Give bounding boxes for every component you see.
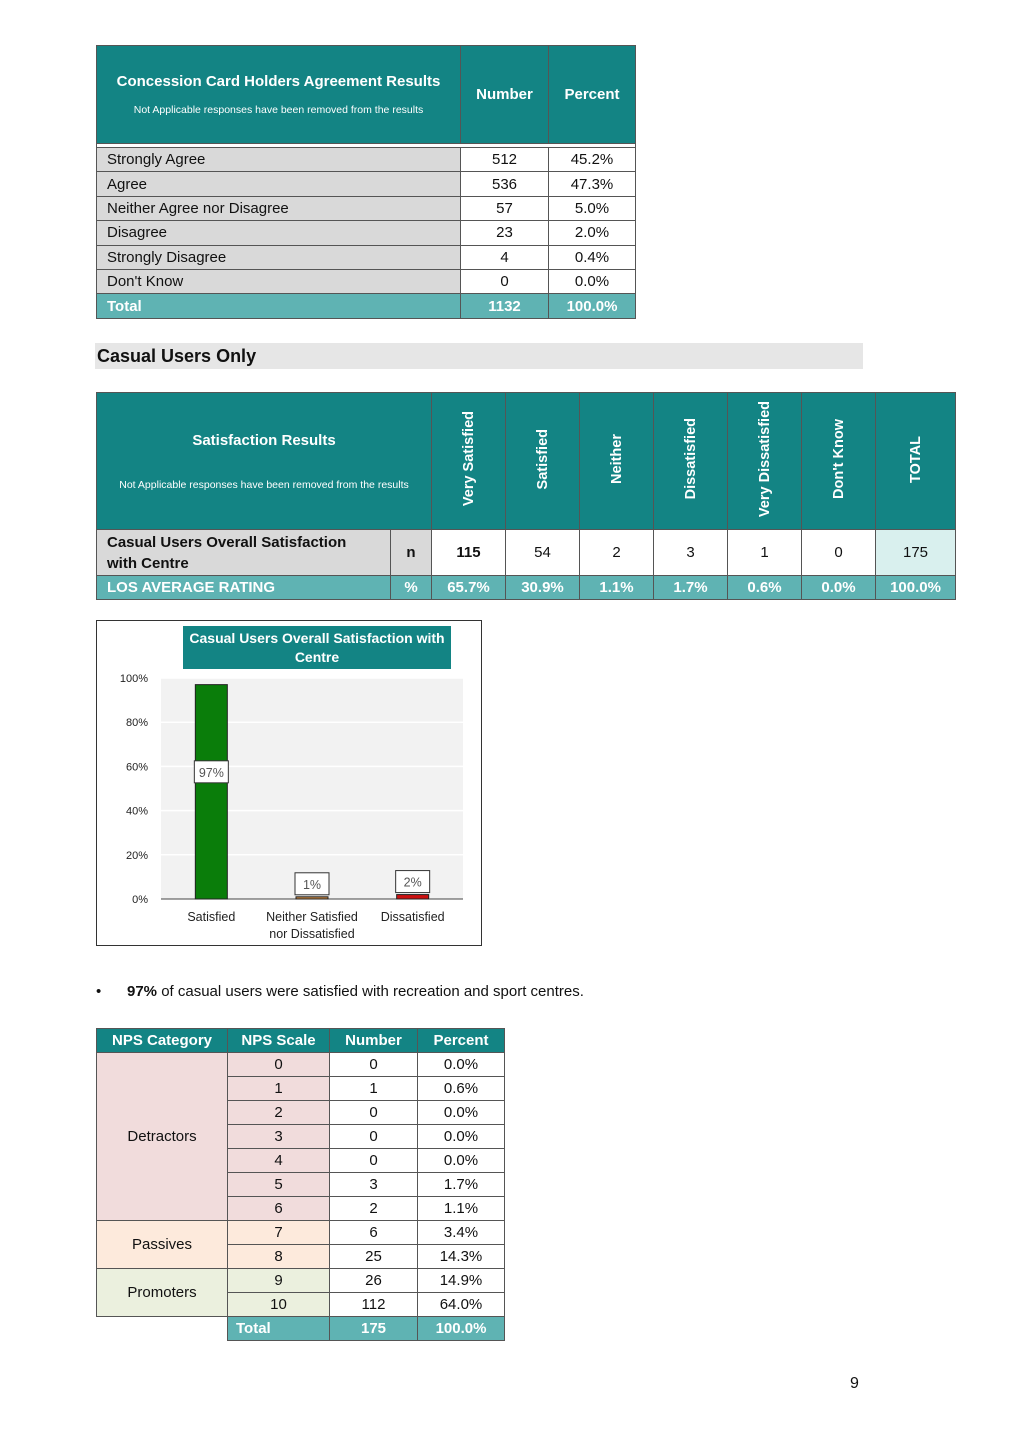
nps-total-percent: 100.0% — [418, 1317, 505, 1341]
row-label: Neither Agree nor Disagree — [97, 196, 461, 220]
row-percent: 45.2% — [549, 148, 636, 172]
section-heading: Casual Users Only — [95, 343, 863, 369]
satisfaction-header-row — [97, 393, 956, 530]
nps-col-category: NPS Category — [97, 1029, 228, 1053]
bullet-text: of casual users were satisfied with recreation and sport centres. — [157, 983, 584, 1000]
nps-number: 0 — [330, 1053, 418, 1077]
nps-percent: 0.0% — [418, 1125, 505, 1149]
nps-percent: 0.0% — [418, 1149, 505, 1173]
y-tick-label: 20% — [125, 849, 148, 862]
col-very-dissatisfied — [728, 393, 802, 530]
row-number: 57 — [461, 196, 549, 220]
nps-scale: 2 — [228, 1101, 330, 1125]
column-label: Dissatisfied — [682, 418, 699, 500]
cell-value: 0.0% — [802, 576, 876, 600]
row-number: 23 — [461, 221, 549, 245]
cell-value: 100.0% — [876, 576, 956, 600]
concession-title-cell — [97, 46, 461, 144]
page-number: 9 — [850, 1375, 859, 1392]
nps-scale: 10 — [228, 1293, 330, 1317]
nps-table — [96, 1028, 505, 1341]
concession-title: Concession Card Holders Agreement Results — [116, 73, 441, 90]
column-label: Very Satisfied — [460, 411, 477, 507]
nps-number: 3 — [330, 1173, 418, 1197]
bullet-dot: • — [96, 983, 102, 1000]
satisfaction-chart — [96, 620, 482, 946]
total-percent: 100.0% — [549, 294, 636, 318]
table-row — [97, 196, 636, 220]
data-label: 2% — [403, 875, 422, 890]
concession-header-row — [97, 46, 636, 144]
table-row — [97, 1053, 505, 1077]
x-tick-label: Dissatisfied — [380, 910, 445, 924]
nps-scale: 3 — [228, 1125, 330, 1149]
summary-bullet — [96, 983, 584, 1000]
cell-value: 3 — [654, 530, 728, 576]
row-label: Casual Users Overall Satisfaction with Centre — [97, 530, 391, 576]
table-row — [97, 1221, 505, 1245]
row-number: 0 — [461, 269, 549, 293]
nps-category-passives: Passives — [97, 1221, 228, 1269]
bar — [397, 895, 429, 899]
nps-number: 25 — [330, 1245, 418, 1269]
cell-value: 0 — [802, 530, 876, 576]
nps-scale: 6 — [228, 1197, 330, 1221]
nps-percent: 0.0% — [418, 1053, 505, 1077]
col-neither — [580, 393, 654, 530]
x-tick-label: Neither Satisfied — [266, 910, 358, 924]
concession-col-number: Number — [461, 46, 549, 144]
nps-scale: 7 — [228, 1221, 330, 1245]
x-tick-label: Satisfied — [187, 910, 236, 924]
column-label: TOTAL — [907, 435, 924, 483]
table-row — [97, 1269, 505, 1293]
bar — [195, 685, 227, 899]
y-tick-label: 80% — [125, 717, 148, 730]
row-number: 4 — [461, 245, 549, 269]
row-percent: 5.0% — [549, 196, 636, 220]
nps-percent: 1.1% — [418, 1197, 505, 1221]
nps-scale: 5 — [228, 1173, 330, 1197]
table-row — [97, 269, 636, 293]
cell-value: 1.7% — [654, 576, 728, 600]
y-tick-label: 60% — [125, 761, 148, 774]
nps-percent: 0.0% — [418, 1101, 505, 1125]
row-number: 512 — [461, 148, 549, 172]
nps-col-number: Number — [330, 1029, 418, 1053]
nps-col-percent: Percent — [418, 1029, 505, 1053]
table-row — [97, 221, 636, 245]
nps-number: 6 — [330, 1221, 418, 1245]
nps-percent: 0.6% — [418, 1077, 505, 1101]
col-dont-know — [802, 393, 876, 530]
nps-number: 0 — [330, 1149, 418, 1173]
nps-scale: 8 — [228, 1245, 330, 1269]
table-row — [97, 172, 636, 196]
table-row — [97, 530, 956, 576]
nps-scale: 0 — [228, 1053, 330, 1077]
satisfaction-results-table — [96, 392, 956, 600]
row-percent: 2.0% — [549, 221, 636, 245]
chart-title: Casual Users Overall Satisfaction with Centre — [183, 626, 451, 669]
table-row — [97, 576, 956, 600]
nps-scale: 1 — [228, 1077, 330, 1101]
nps-scale: 9 — [228, 1269, 330, 1293]
bullet-bold: 97% — [127, 983, 158, 1000]
concession-col-percent: Percent — [549, 46, 636, 144]
col-satisfied — [506, 393, 580, 530]
column-label: Very Dissatisfied — [756, 400, 773, 518]
row-label: Disagree — [97, 221, 461, 245]
cell-value: 175 — [876, 530, 956, 576]
x-tick-label: nor Dissatisfied — [269, 927, 355, 941]
nps-percent: 14.3% — [418, 1245, 505, 1269]
column-label: Satisfied — [534, 428, 551, 490]
chart-canvas — [97, 621, 480, 944]
col-total — [876, 393, 956, 530]
satisfaction-note: Not Applicable responses have been removed from the results — [119, 478, 409, 491]
nps-col-scale: NPS Scale — [228, 1029, 330, 1053]
row-label: Don't Know — [97, 269, 461, 293]
nps-total-number: 175 — [330, 1317, 418, 1341]
concession-agreement-table — [96, 45, 636, 319]
cell-value: 30.9% — [506, 576, 580, 600]
row-label: Agree — [97, 172, 461, 196]
nps-number: 1 — [330, 1077, 418, 1101]
nps-number: 0 — [330, 1101, 418, 1125]
cell-value: 65.7% — [432, 576, 506, 600]
total-row — [97, 1317, 505, 1341]
data-label: 97% — [198, 765, 224, 780]
cell-value: 1.1% — [580, 576, 654, 600]
nps-number: 112 — [330, 1293, 418, 1317]
total-label: Total — [97, 294, 461, 318]
row-number: 536 — [461, 172, 549, 196]
nps-total-label: Total — [228, 1317, 330, 1341]
cell-value: 2 — [580, 530, 654, 576]
y-tick-label: 0% — [132, 894, 148, 906]
nps-category-detractors: Detractors — [97, 1053, 228, 1221]
col-very-satisfied — [432, 393, 506, 530]
nps-percent: 1.7% — [418, 1173, 505, 1197]
cell-value: 1 — [728, 530, 802, 576]
table-row — [97, 148, 636, 172]
y-tick-label: 100% — [119, 673, 148, 685]
data-label: 1% — [302, 877, 322, 892]
column-label: Neither — [608, 434, 625, 484]
nps-number: 2 — [330, 1197, 418, 1221]
total-number: 1132 — [461, 294, 549, 318]
nps-header-row — [97, 1029, 505, 1053]
nps-percent: 3.4% — [418, 1221, 505, 1245]
y-tick-label: 40% — [125, 805, 148, 818]
row-label: Strongly Disagree — [97, 245, 461, 269]
nps-percent: 64.0% — [418, 1293, 505, 1317]
nps-percent: 14.9% — [418, 1269, 505, 1293]
satisfaction-title-cell — [97, 393, 432, 530]
cell-value: 54 — [506, 530, 580, 576]
row-label: Strongly Agree — [97, 148, 461, 172]
bar — [296, 897, 328, 899]
nps-number: 0 — [330, 1125, 418, 1149]
row-unit: % — [391, 576, 432, 600]
cell-value: 0.6% — [728, 576, 802, 600]
nps-number: 26 — [330, 1269, 418, 1293]
concession-note: Not Applicable responses have been removed from the results — [133, 104, 424, 116]
satisfaction-title: Satisfaction Results — [192, 431, 336, 449]
cell-value: 115 — [432, 530, 506, 576]
total-row — [97, 294, 636, 318]
col-dissatisfied — [654, 393, 728, 530]
row-unit: n — [391, 530, 432, 576]
row-percent: 0.0% — [549, 269, 636, 293]
nps-category-promoters: Promoters — [97, 1269, 228, 1317]
row-percent: 47.3% — [549, 172, 636, 196]
nps-scale: 4 — [228, 1149, 330, 1173]
table-row — [97, 245, 636, 269]
row-label: LOS AVERAGE RATING — [97, 576, 391, 600]
row-percent: 0.4% — [549, 245, 636, 269]
column-label: Don't Know — [830, 419, 847, 499]
